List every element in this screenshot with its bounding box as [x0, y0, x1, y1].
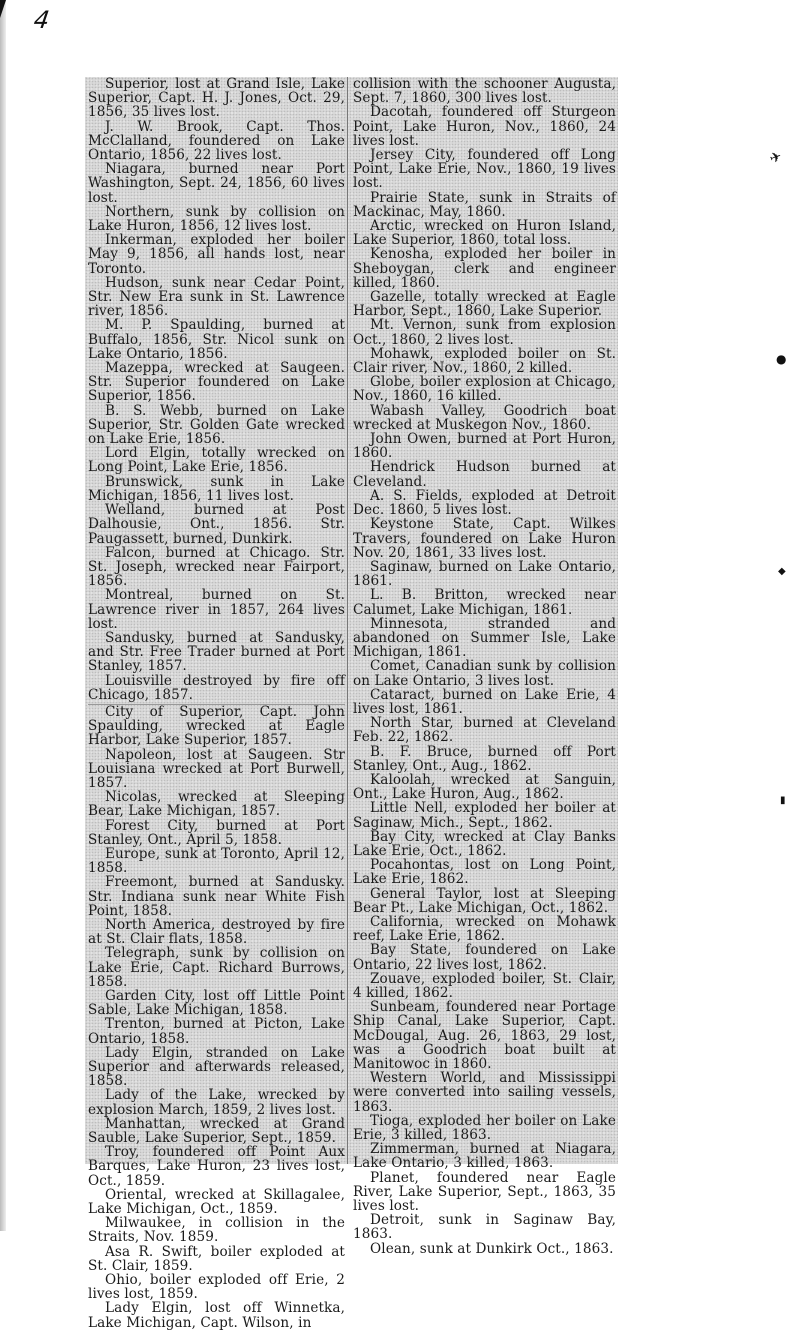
hole-punch-mark: ◆	[778, 566, 786, 577]
scan-corner-mark	[0, 0, 6, 18]
shipwreck-entry: Niagara, burned near Port Washington, Sept. 24, 1856, 60 lives lost.	[88, 161, 345, 206]
shipwreck-entry: California, wrecked on Mohawk reef, Lake Erie, 1862.	[353, 913, 616, 945]
shipwreck-entry: Gazelle, totally wrecked at Eagle Harbor, Sept., 1860, Lake Superior.	[353, 289, 616, 320]
shipwreck-entry: Lady Elgin, stranded on Lake Superior and afterwards released, 1858.	[88, 1044, 345, 1090]
shipwreck-entry: Wabash Valley, Goodrich boat wrecked at Muskegon Nov., 1860.	[353, 402, 616, 433]
shipwreck-entry: Louisville destroyed by fire off Chicago, 1857.	[88, 672, 345, 703]
shipwreck-entry: Jersey City, foundered off Long Point, Lake Erie, Nov., 1860, 19 lives lost.	[353, 147, 616, 192]
shipwreck-entry: Europe, sunk at Toronto, April 12, 1858.	[88, 845, 345, 877]
shipwreck-entry: Olean, sunk at Dunkirk Oct., 1863.	[370, 1240, 614, 1257]
shipwreck-entry: Arctic, wrecked on Huron Island, Lake Superior, 1860, total loss.	[353, 218, 616, 249]
shipwreck-entry: Inkerman, exploded her boiler May 9, 1856, all hands lost, near Toronto.	[88, 232, 345, 277]
shipwreck-entry: Superior, lost at Grand Isle, Lake Superior, Capt. H. J. Jones, Oct. 29, 1856, 35 lives lost.	[88, 76, 345, 121]
shipwreck-entry: Lady Elgin, lost off Winnetka, Lake Michigan, Capt. Wilson, in	[88, 1300, 345, 1331]
shipwreck-entry: Tioga, exploded her boiler on Lake Erie, 3 killed, 1863.	[353, 1112, 616, 1144]
shipwreck-entry: Comet, Canadian sunk by collision on Lake Ontario, 3 lives lost.	[353, 658, 616, 689]
shipwreck-entry: Dacotah, foundered off Sturgeon Point, Lake Huron, Nov., 1860, 24 lives lost.	[353, 104, 616, 149]
shipwreck-entry: Milwaukee, in collision in the Straits, Nov. 1859.	[88, 1215, 345, 1246]
shipwreck-entry: Western World, and Mississippi were converted into sailing vessels, 1863.	[353, 1070, 616, 1115]
shipwreck-entry: Welland, burned at Post Dalhousie, Ont., 1856. Str. Paugassett, burned, Dunkirk.	[88, 502, 345, 547]
shipwreck-entry: Keystone State, Capt. Wilkes Travers, foundered on Lake Huron Nov. 20, 1861, 33 lives lost.	[353, 516, 616, 561]
shipwreck-entry: L. B. Britton, wrecked near Calumet, Lake Michigan, 1861.	[353, 587, 616, 618]
shipwreck-entry: Napoleon, lost at Saugeen. Str Louisiana wrecked at Port Burwell, 1857.	[88, 746, 345, 791]
shipwreck-entry: Asa R. Swift, boiler exploded at St. Clair, 1859.	[88, 1243, 345, 1274]
shipwreck-entry: Prairie State, sunk in Straits of Mackinac, May, 1860.	[353, 189, 616, 220]
newspaper-clipping	[85, 76, 618, 1331]
column-left	[85, 76, 347, 1331]
shipwreck-entry: Hudson, sunk near Cedar Point, Str. New Era sunk in St. Lawrence river, 1856.	[88, 274, 345, 320]
shipwreck-entry: J. W. Brook, Capt. Thos. McClalland, foundered on Lake Ontario, 1856, 22 lives lost.	[88, 118, 345, 164]
shipwreck-entry: Montreal, burned on St. Lawrence river in 1857, 264 lives lost.	[88, 587, 345, 632]
shipwreck-entry: Saginaw, burned on Lake Ontario, 1861.	[353, 558, 616, 590]
shipwreck-entry: Troy, foundered off Point Aux Barques, Lake Huron, 23 lives lost, Oct., 1859.	[88, 1144, 345, 1189]
shipwreck-entry: Minnesota, stranded and abandoned on Summer Isle, Lake Michigan, 1861.	[353, 615, 616, 661]
shipwreck-entry: Bay City, wrecked at Clay Banks Lake Erie, Oct., 1862.	[353, 828, 616, 859]
shipwreck-entry: John Owen, burned at Port Huron, 1860.	[353, 431, 616, 462]
page-number: 4	[32, 6, 52, 34]
shipwreck-entry: Mazeppa, wrecked at Saugeen. Str. Superior foundered on Lake Superior, 1856.	[88, 360, 345, 405]
shipwreck-entry: Zimmerman, burned at Niagara, Lake Ontario, 3 killed, 1863.	[353, 1141, 616, 1172]
shipwreck-entry: Falcon, burned at Chicago. Str. St. Joseph, wrecked near Fairport, 1856.	[88, 544, 345, 590]
shipwreck-entry: collision with the schooner Augusta, Sept. 7, 1860, 300 lives lost.	[353, 76, 616, 107]
hole-punch-mark: ●	[776, 352, 787, 366]
shipwreck-entry: Lord Elgin, totally wrecked on Long Point, Lake Erie, 1856.	[88, 445, 345, 476]
shipwreck-entry: Sandusky, burned at Sandusky, and Str. Free Trader burned at Port Stanley, 1857.	[88, 629, 345, 675]
shipwreck-entry: Freemont, burned at Sandusky. Str. Indiana sunk near White Fish Point, 1858.	[88, 874, 345, 919]
shipwreck-entry: Trenton, burned at Picton, Lake Ontario, 1858.	[88, 1016, 345, 1047]
shipwreck-entry: Manhattan, wrecked at Grand Sauble, Lake Superior, Sept., 1859.	[88, 1115, 345, 1147]
scan-left-edge	[0, 0, 6, 1231]
shipwreck-entry: Brunswick, sunk in Lake Michigan, 1856, 11 lives lost.	[88, 473, 345, 504]
shipwreck-entry: B. F. Bruce, burned off Port Stanley, Ont., Aug., 1862.	[353, 743, 616, 774]
shipwreck-entry: Ohio, boiler exploded off Erie, 2 lives lost, 1859.	[88, 1272, 345, 1303]
shipwreck-entry: Kenosha, exploded her boiler in Sheboygan, clerk and engineer killed, 1860.	[353, 246, 616, 291]
shipwreck-entry: North America, destroyed by fire at St. Clair flats, 1858.	[88, 916, 345, 948]
shipwreck-entry: Oriental, wrecked at Skillagalee, Lake Michigan, Oct., 1859.	[88, 1186, 345, 1218]
shipwreck-entry: B. S. Webb, burned on Lake Superior, Str. Golden Gate wrecked on Lake Erie, 1856.	[88, 402, 345, 448]
shipwreck-entry: Nicolas, wrecked at Sleeping Bear, Lake Michigan, 1857.	[88, 789, 345, 820]
shipwreck-entry: Telegraph, sunk by collision on Lake Erie, Capt. Richard Burrows, 1858.	[88, 945, 345, 990]
shipwreck-entry: General Taylor, lost at Sleeping Bear Pt., Lake Michigan, Oct., 1862.	[353, 885, 616, 916]
shipwreck-entry: Mt. Vernon, sunk from explosion Oct., 1860, 2 lives lost.	[353, 317, 616, 348]
shipwreck-entry: Mohawk, exploded boiler on St. Clair river, Nov., 1860, 2 killed.	[353, 345, 616, 377]
shipwreck-entry: North Star, burned at Cleveland Feb. 22, 1862.	[353, 715, 616, 746]
shipwreck-entry: Cataract, burned on Lake Erie, 4 lives lost, 1861.	[353, 686, 616, 717]
shipwreck-entry: Forest City, burned at Port Stanley, Ont., April 5, 1858.	[88, 817, 345, 848]
shipwreck-entry: Zouave, exploded boiler, St. Clair, 4 killed, 1862.	[353, 970, 616, 1001]
shipwreck-entry: Lady of the Lake, wrecked by explosion March, 1859, 2 lives lost.	[88, 1087, 345, 1118]
shipwreck-entry: Planet, foundered near Eagle River, Lake Superior, Sept., 1863, 35 lives lost.	[353, 1169, 616, 1215]
shipwreck-entry: M. P. Spaulding, burned at Buffalo, 1856, Str. Nicol sunk on Lake Ontario, 1856.	[88, 317, 345, 362]
shipwreck-entry: Garden City, lost off Little Point Sable, Lake Michigan, 1858.	[88, 988, 345, 1019]
scan-speck-mark: ✈	[767, 148, 785, 168]
shipwreck-entry: Globe, boiler explosion at Chicago, Nov., 1860, 16 killed.	[353, 374, 616, 405]
hole-punch-mark: ▮	[780, 795, 786, 806]
shipwreck-entry: City of Superior, Capt. John Spaulding, wrecked at Eagle Harbor, Lake Superior, 1857.	[88, 703, 345, 749]
shipwreck-entry: Little Nell, exploded her boiler at Saginaw, Mich., Sept., 1862.	[353, 800, 616, 831]
shipwreck-entry: A. S. Fields, exploded at Detroit Dec. 1860, 5 lives lost.	[353, 487, 616, 519]
shipwreck-entry: Pocahontas, lost on Long Point, Lake Erie, 1862.	[353, 857, 616, 888]
shipwreck-entry: Northern, sunk by collision on Lake Huron, 1856, 12 lives lost.	[88, 203, 345, 235]
shipwreck-entry: Kaloolah, wrecked at Sanguin, Ont., Lake Huron, Aug., 1862.	[353, 771, 616, 803]
column-right	[347, 76, 618, 1257]
shipwreck-entry: Hendrick Hudson burned at Cleveland.	[353, 459, 616, 490]
shipwreck-entry: Sunbeam, foundered near Portage Ship Canal, Lake Superior, Capt. McDougal, Aug. 26, 1863, 29 lost, was a Goodrich boat built at Manitowoc in 1860.	[353, 999, 616, 1073]
shipwreck-entry: Detroit, sunk in Saginaw Bay, 1863.	[353, 1212, 616, 1243]
shipwreck-entry: Bay State, foundered on Lake Ontario, 22 lives lost, 1862.	[353, 942, 616, 973]
